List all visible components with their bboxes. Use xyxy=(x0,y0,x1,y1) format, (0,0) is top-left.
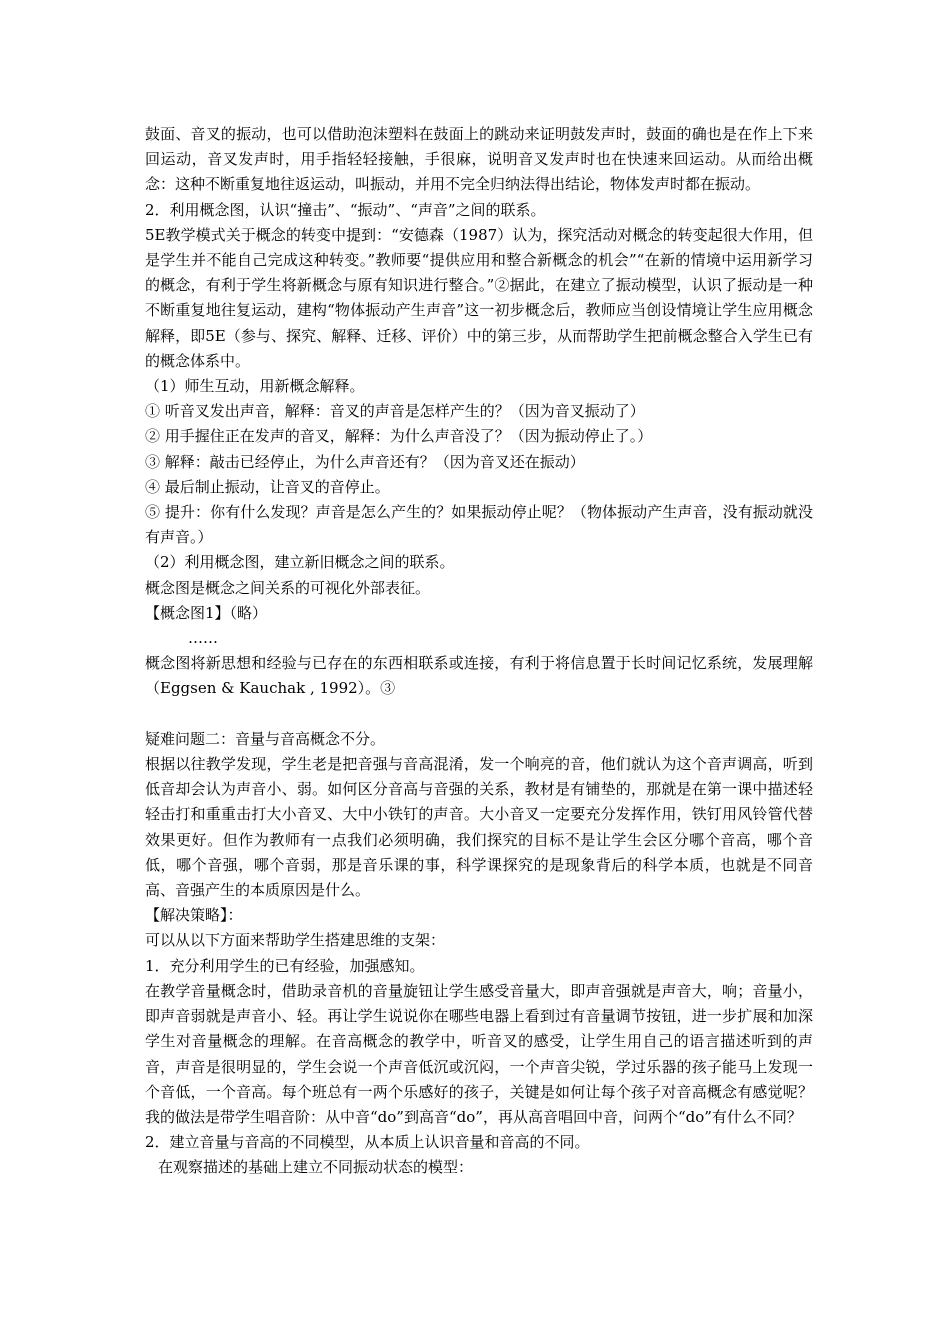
paragraph-sub-1: （1）师生互动，用新概念解释。 xyxy=(145,377,365,396)
paragraph-5e-model: 5E教学模式关于概念的转变中提到：“安德森（1987）认为，探究活动对概念的转变起很大作用，但是学生并不能自己完成这种转变。”教师要“提供应用和整合新概念的机会”“在新的情境中运用新学习的概念，有利于学生将新概念与原有知识进行整合。”②据此，在建立了振动模型，认识了振动是一种不断重复地往复运动，建构“物体振动产生声音”这一初步概念后，教师应当创设情境让学生应用概念解释，即5E（参与、探究、解释、迁移、评价）中的第三步，从而帮助学生把前概念整合入学生已有的概念体系中。 xyxy=(145,225,813,370)
ellipsis: …… xyxy=(188,629,218,648)
paragraph-concept-map-def: 概念图是概念之间关系的可视化外部表征。 xyxy=(145,578,431,597)
paragraph-scaffold-intro: 可以从以下方面来帮助学生搭建思维的支架： xyxy=(145,931,446,950)
document-body xyxy=(145,122,813,1181)
paragraph-vibration-concept: 鼓面、音叉的振动，也可以借助泡沫塑料在鼓面上的跳动来证明鼓发声时，鼓面的确也是在作上下来回运动，音叉发声时，用手指轻轻接触，手很麻，说明音叉发声时也在快速来回运动。从而给出概念：这种不断重复地往返运动，叫振动，并用不完全归纳法得出结论，物体发声时都在振动。 xyxy=(145,125,813,194)
paragraph-step-1: 1．充分利用学生的已有经验，加强感知。 xyxy=(145,956,425,975)
paragraph-problem-description: 根据以往教学发现，学生老是把音强与音高混淆，发一个响亮的音，他们就认为这个音声调高，听到低音却会认为声音小、弱。如何区分音高与音强的关系，教材是有铺垫的，那就是在第一课中描述轻轻击打和重重击打大小音叉、大中小铁钉的声音。大小音叉一定要充分发挥作用，铁钉用风铃管代替效果更好。但作为教师有一点我们必须明确，我们探究的目标不是让学生会区分哪个音高，哪个音低，哪个音强，哪个音弱，那是音乐课的事，科学课探究的是现象背后的科学本质，也就是不同音高、音强产生的本质原因是什么。 xyxy=(145,755,813,900)
list-item-1: ① 听音叉发出声音，解释：音叉的声音是怎样产生的？（因为音叉振动了） xyxy=(145,402,645,421)
paragraph-step-2-models: 2．建立音量与音高的不同模型，从本质上认识音量和音高的不同。 xyxy=(145,1133,590,1152)
list-item-3: ③ 解释：敲击已经停止，为什么声音还有？（因为音叉还在振动） xyxy=(145,452,585,471)
paragraph-sub-2: （2）利用概念图，建立新旧概念之间的联系。 xyxy=(145,553,455,572)
strategy-label: 【解决策略】： xyxy=(145,906,243,925)
blank-line xyxy=(145,702,813,727)
list-item-5: ⑤ 提升：你有什么发现？声音是怎么产生的？如果振动停止呢？（物体振动产生声音，没有振动就没有声音。） xyxy=(145,503,813,547)
list-item-4: ④ 最后制止振动，让音叉的音停止。 xyxy=(145,477,390,496)
paragraph-models-intro: 在观察描述的基础上建立不同振动状态的模型： xyxy=(158,1158,474,1177)
paragraph-step-2: 2．利用概念图，认识“撞击”、“振动”、“声音”之间的联系。 xyxy=(145,200,546,219)
section-heading-problem-2: 疑难问题二：音量与音高概念不分。 xyxy=(145,729,386,748)
paragraph-volume-pitch-teaching: 在教学音量概念时，借助录音机的音量旋钮让学生感受音量大，即声音强就是声音大，响；音量小，即声音弱就是声音小、轻。再让学生说说你在哪些电器上看到过有音量调节按钮，进一步扩展和加深学生对音量概念的理解。在音高概念的教学中，听音叉的感受，让学生用自己的语言描述听到的声音，声音是很明显的，学生会说一个声音低沉或沉闷，一个声音尖锐，学过乐器的孩子能马上发现一个音低，一个音高。每个班总有一两个乐感好的孩子，关键是如何让每个孩子对音高概念有感觉呢？我的做法是带学生唱音阶：从中音“do”到高音“do”，再从高音唱回中音，问两个“do”有什么不同？ xyxy=(145,981,813,1126)
list-item-2: ② 用手握住正在发声的音叉，解释：为什么声音没了？（因为振动停止了。） xyxy=(145,427,653,446)
paragraph-concept-map-citation: 概念图将新思想和经验与已存在的东西相联系或连接，有利于将信息置于长时间记忆系统，发展理解（Eggsen & Kauchak , 1992）。③ xyxy=(145,654,813,698)
concept-map-label: 【概念图1】（略） xyxy=(145,603,268,622)
